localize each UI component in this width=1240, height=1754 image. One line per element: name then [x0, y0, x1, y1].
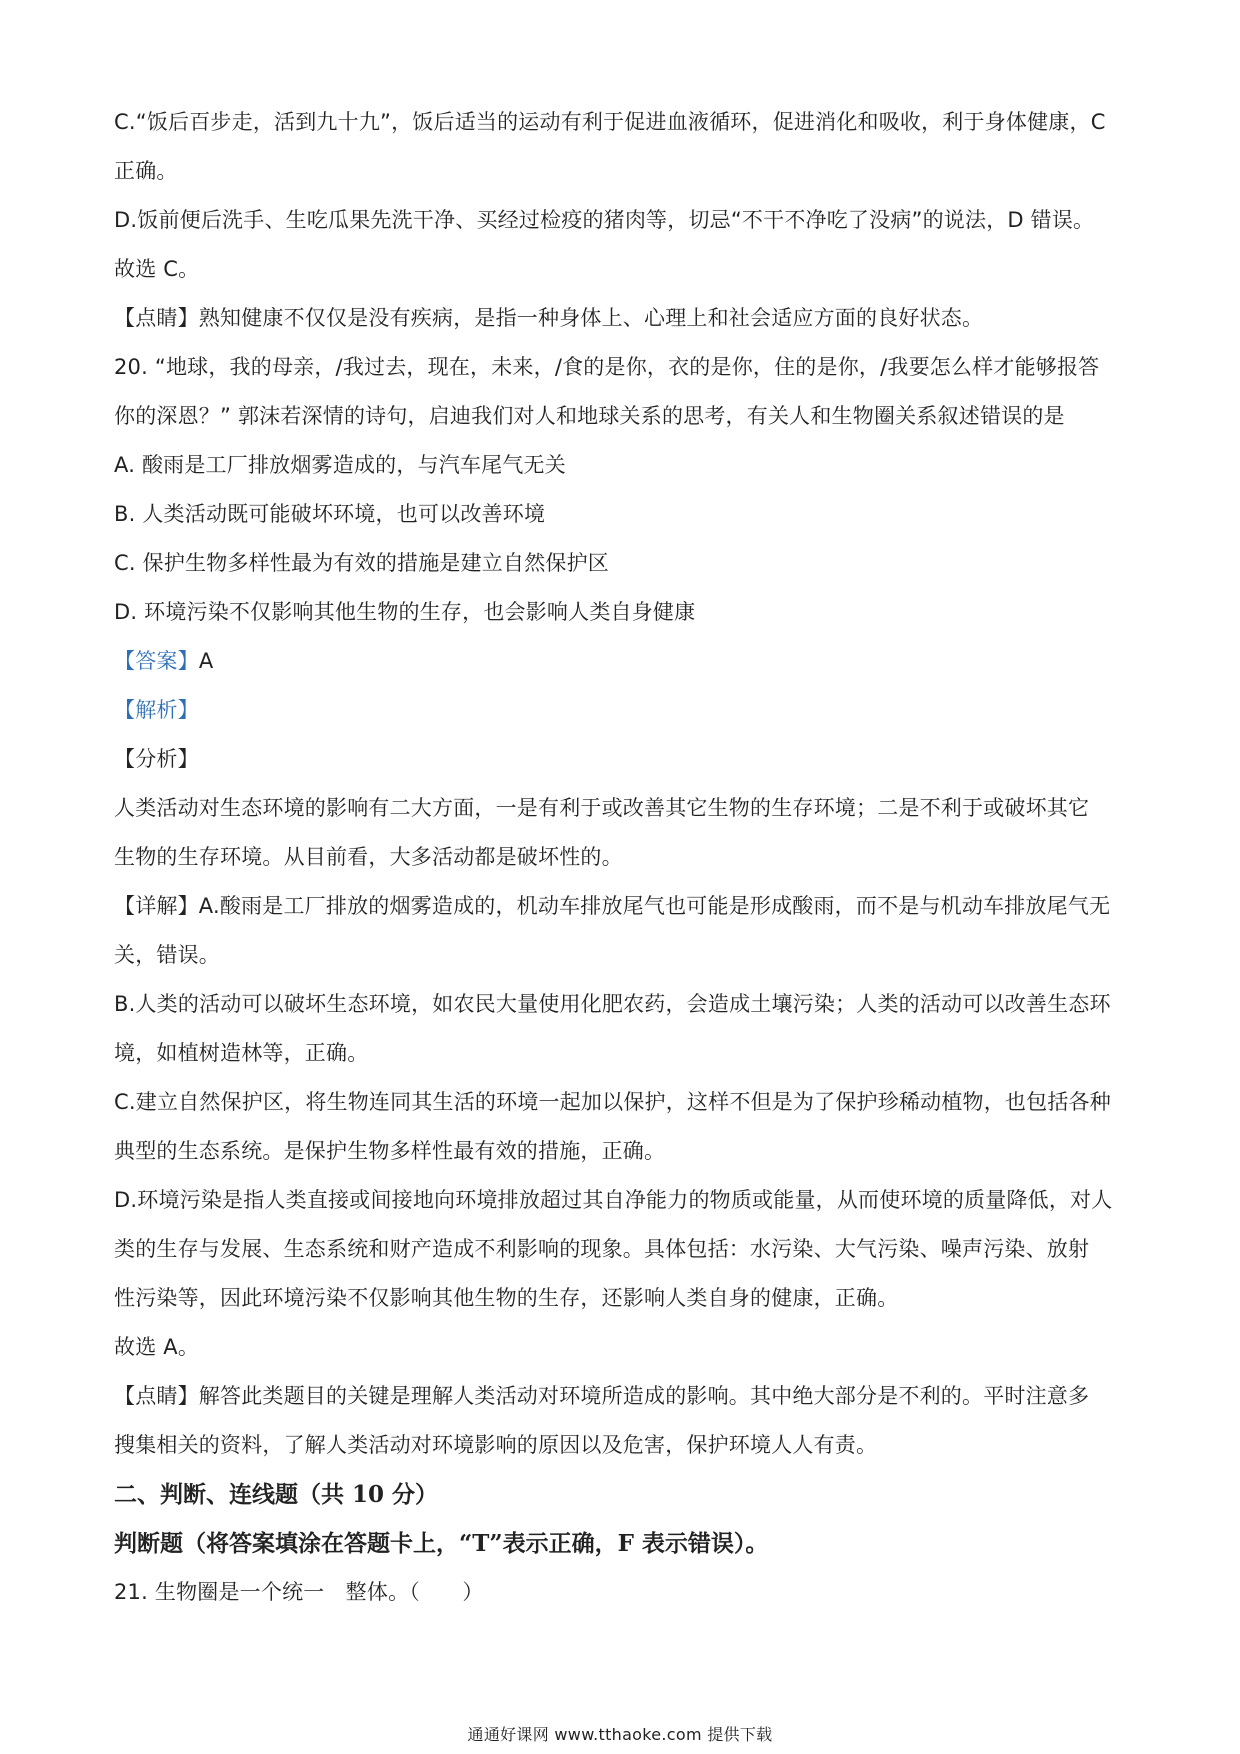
option-b: B. 人类活动既可能破坏环境，也可以改善环境: [114, 502, 546, 526]
question-20-stem-cont: 你的深恩？” 郭沫若深情的诗句，启迪我们对人和地球关系的思考，有关人和生物圈关系叙述错误的是: [114, 404, 1065, 428]
option-c: C. 保护生物多样性最为有效的措施是建立自然保护区: [114, 551, 610, 575]
text-line: D.环境污染是指人类直接或间接地向环境排放超过其自净能力的物质或能量，从而使环境的质量降低，对人: [114, 1188, 1113, 1212]
key-point-line: 【点睛】熟知健康不仅仅是没有疾病，是指一种身体上、心理上和社会适应方面的良好状态。: [114, 306, 984, 330]
option-d: D. 环境污染不仅影响其他生物的生存，也会影响人类自身健康: [114, 600, 696, 624]
text-line: 生物的生存环境。从目前看，大多活动都是破坏性的。: [114, 845, 623, 869]
text-line: D.饭前便后洗手、生吃瓜果先洗干净、买经过检疫的猪肉等，切忌“不干不净吃了没病”的说法，D 错误。: [114, 208, 1095, 232]
text-line: 故选 A。: [114, 1335, 200, 1359]
text-line: 人类活动对生态环境的影响有二大方面，一是有利于或改善其它生物的生存环境；二是不利于或破坏其它: [114, 796, 1090, 820]
question-20-stem: 20. “地球，我的母亲，/我过去，现在，未来，/食的是你，衣的是你，住的是你，/我要怎么样才能够报答: [114, 355, 1100, 379]
key-point-line: 【点睛】解答此类题目的关键是理解人类活动对环境所造成的影响。其中绝大部分是不利的。平时注意多: [114, 1384, 1090, 1408]
text-line: 典型的生态系统。是保护生物多样性最有效的措施，正确。: [114, 1139, 666, 1163]
option-a: A. 酸雨是工厂排放烟雾造成的，与汽车尾气无关: [114, 453, 566, 477]
section-heading: 二、判断、连线题（共 10 分）: [114, 1481, 439, 1508]
document-page: [114, 98, 1134, 1617]
text-line: 类的生存与发展、生态系统和财产造成不利影响的现象。具体包括：水污染、大气污染、噪声污染、放射: [114, 1237, 1090, 1261]
text-line: 故选 C。: [114, 257, 200, 281]
text-line: B.人类的活动可以破坏生态环境，如农民大量使用化肥农药，会造成土壤污染；人类的活动可以改善生态环: [114, 992, 1111, 1016]
answer-label: 【答案】: [114, 649, 199, 673]
text-line: 关，错误。: [114, 943, 220, 967]
answer-line: [114, 637, 1134, 686]
text-line: C.“饭后百步走，活到九十九”，饭后适当的运动有利于促进血液循环，促进消化和吸收，利于身体健康，C: [114, 110, 1106, 134]
text-line: C.建立自然保护区，将生物连同其生活的环境一起加以保护，这样不但是为了保护珍稀动植物，也包括各种: [114, 1090, 1111, 1114]
text-line: 搜集相关的资料，了解人类活动对环境影响的原因以及危害，保护环境人人有责。: [114, 1433, 878, 1457]
text-line: 正确。: [114, 159, 178, 183]
subsection-heading: 判断题（将答案填涂在答题卡上，“T”表示正确，F 表示错误）。: [114, 1530, 769, 1557]
answer-value: A: [198, 649, 214, 673]
footer-watermark: 通通好课网 www.tthaoke.com 提供下载: [467, 1725, 773, 1744]
text-line: 性污染等，因此环境污染不仅影响其他生物的生存，还影响人类自身的健康，正确。: [114, 1286, 899, 1310]
analysis-label: 【解析】: [114, 698, 199, 722]
question-21: 21. 生物圈是一个统一 整体。（ ）: [114, 1580, 484, 1604]
text-line: 境，如植树造林等，正确。: [114, 1041, 369, 1065]
detail-line: 【详解】A.酸雨是工厂排放的烟雾造成的，机动车排放尾气也可能是形成酸雨，而不是与机动车排放尾气无: [114, 894, 1111, 918]
analysis-heading: 【分析】: [114, 747, 199, 771]
